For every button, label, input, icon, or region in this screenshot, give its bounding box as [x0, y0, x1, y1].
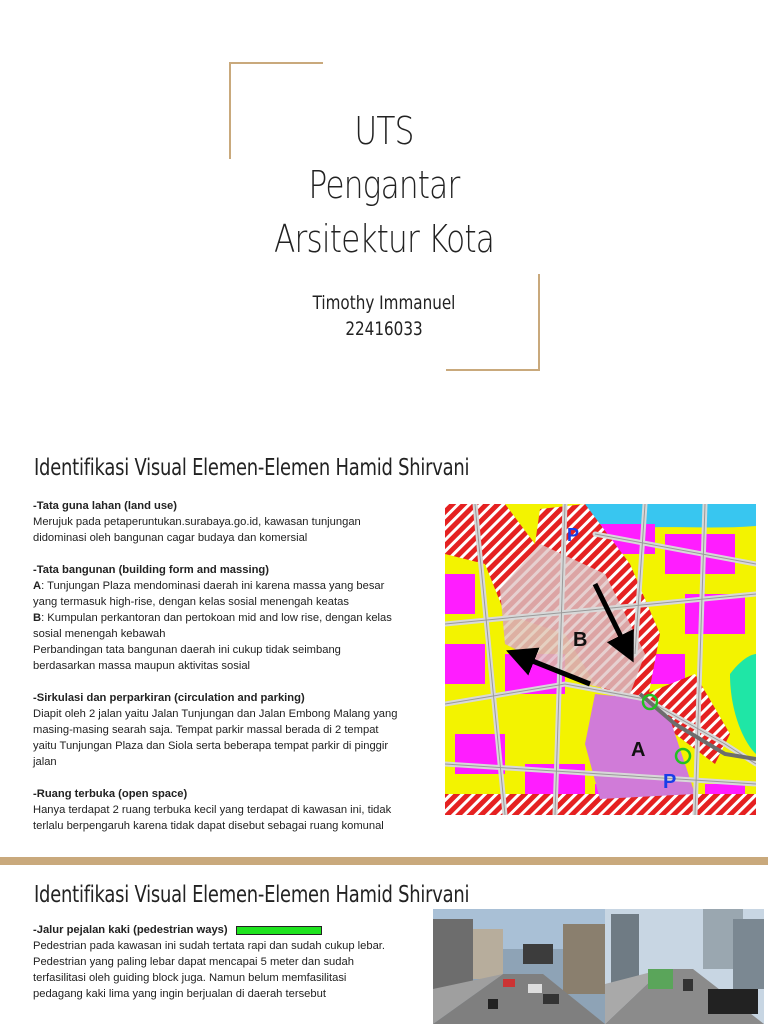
label-b: B	[33, 612, 42, 624]
slide-body	[33, 922, 433, 1018]
section-line: berdasarkan massa maupun aktivitas sosial	[33, 660, 251, 672]
section-line: yang termasuk high-rise, dengan kelas sosial menengah keatas	[33, 596, 349, 608]
section-line: terfasilitasi oleh guiding block juga. Namun belum memfasilitasi	[33, 972, 347, 984]
author-name: Timothy Immanuel	[312, 292, 456, 314]
cover-author-block	[77, 290, 691, 342]
section-line: pedagang kaki lima yang ingin berjualan di daerah tersebut	[33, 988, 326, 1000]
section-pedestrian-ways	[33, 922, 433, 1002]
parking-label: P	[567, 525, 580, 545]
section-line: Pedestrian yang paling lebar dapat mencapai 5 meter dan sudah	[33, 956, 354, 968]
section-line: sosial menengah kebawah	[33, 628, 166, 640]
section-line: Perbandingan tata bangunan daerah ini cukup tidak seimbang	[33, 644, 341, 656]
section-line: yaitu Tunjungan Plaza dan Siola serta beberapa tempat parkir di pinggir	[33, 740, 389, 752]
section-line: terlalu berpengaruh karena tidak dapat disebut sebagai ruang komunal	[33, 820, 384, 832]
section-prefix: -	[33, 924, 37, 936]
slide-shirvani-elements-2	[0, 865, 768, 1024]
section-title: Jalur pejalan kaki (pedestrian ways)	[36, 924, 228, 936]
slide-divider	[0, 857, 768, 865]
section-title: Ruang terbuka (open space)	[36, 788, 188, 800]
land-use-map	[445, 504, 756, 815]
slide-heading: Identifikasi Visual Elemen-Elemen Hamid Shirvani	[34, 455, 470, 481]
section-line: Merujuk pada petaperuntukan.surabaya.go.id, kawasan tunjungan	[33, 516, 361, 528]
section-line: Hanya terdapat 2 ruang terbuka kecil yang terdapat di kawasan ini, tidak	[33, 804, 392, 816]
slide-body	[33, 498, 433, 850]
section-line: jalan	[33, 756, 57, 768]
section-line: didominasi oleh bangunan cagar budaya dan komersial	[33, 532, 308, 544]
street-photo-right	[605, 909, 764, 1024]
section-title: Tata bangunan (building form and massing)	[36, 564, 269, 576]
street-photo-left	[433, 909, 605, 1024]
section-line: : Tunjungan Plaza mendominasi daerah ini karena massa yang besar	[41, 580, 385, 592]
cover-slide	[0, 0, 768, 425]
section-land-use	[33, 498, 433, 546]
section-prefix: -	[33, 788, 37, 800]
section-building-form	[33, 562, 433, 674]
section-title: Sirkulasi dan perparkiran (circulation and parking)	[36, 692, 305, 704]
section-line: Diapit oleh 2 jalan yaitu Jalan Tunjungan dan Jalan Embong Malang yang	[33, 708, 398, 720]
section-line: masing-masing searah saja. Tempat parkir massal berada di 2 tempat	[33, 724, 379, 736]
street-photos	[433, 909, 764, 1024]
section-prefix: -	[33, 564, 37, 576]
pedestrian-legend-swatch	[236, 926, 322, 935]
cover-title-line: UTS	[354, 109, 414, 153]
section-prefix: -	[33, 692, 37, 704]
section-line: Pedestrian pada kawasan ini sudah tertata rapi dan sudah cukup lebar.	[33, 940, 386, 952]
cover-title-line: Arsitektur Kota	[273, 217, 495, 261]
label-a: A	[33, 580, 42, 592]
section-open-space	[33, 786, 433, 834]
cover-title-line: Pengantar	[308, 163, 460, 207]
map-label-b: B	[573, 629, 588, 651]
slide-shirvani-elements-1	[0, 425, 768, 857]
section-title: Tata guna lahan (land use)	[36, 500, 178, 512]
section-line: : Kumpulan perkantoran dan pertokoan mid and low rise, dengan kelas	[41, 612, 392, 624]
map-label-a: A	[631, 739, 646, 761]
parking-label: P	[663, 771, 677, 793]
student-id: 22416033	[345, 318, 423, 340]
section-prefix: -	[33, 500, 37, 512]
slide-heading: Identifikasi Visual Elemen-Elemen Hamid Shirvani	[34, 882, 470, 908]
cover-title	[69, 104, 699, 266]
section-circulation-parking	[33, 690, 433, 770]
